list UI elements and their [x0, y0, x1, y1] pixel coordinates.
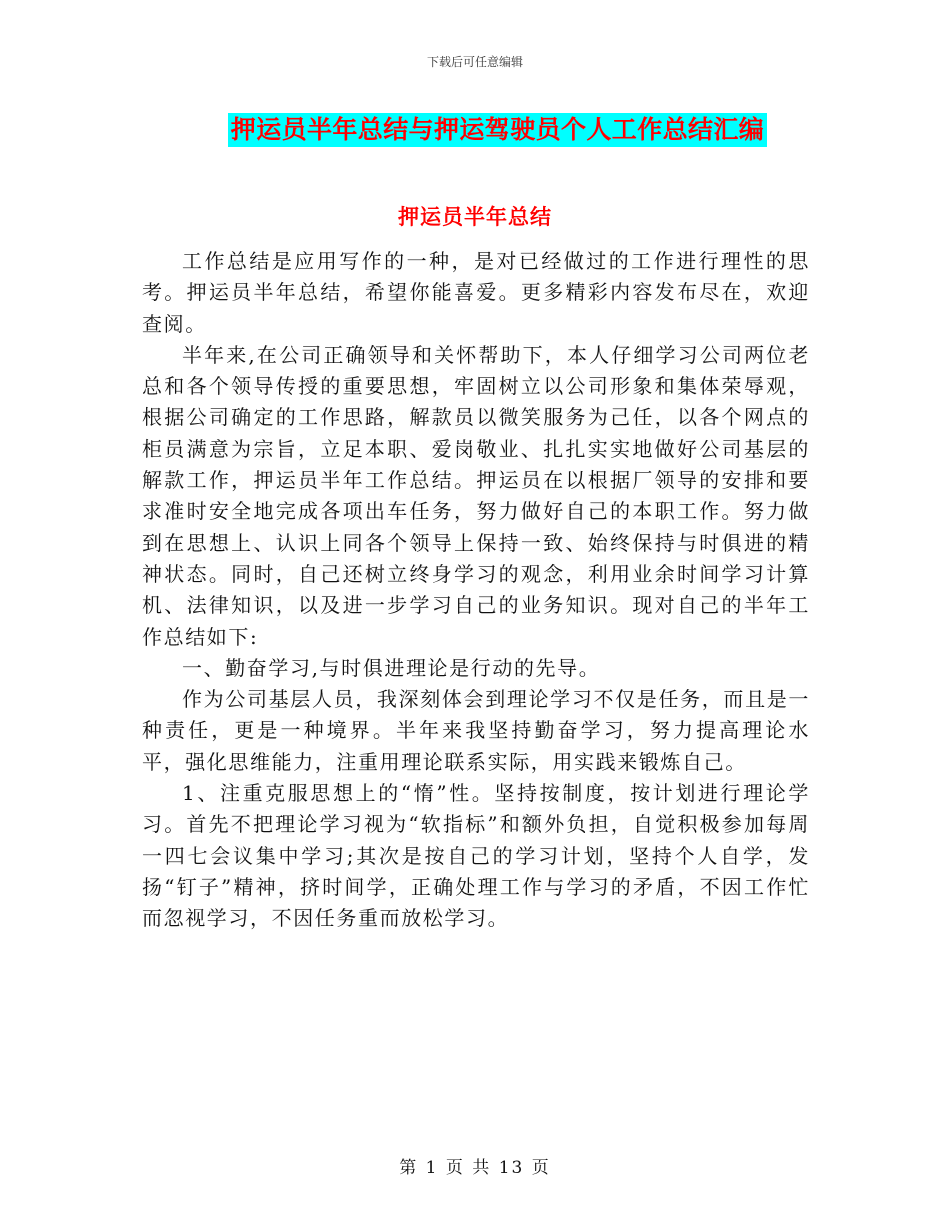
document-body — [142, 246, 810, 935]
paragraph-study-point-1: 1、注重克服思想上的“惰”性。坚持按制度，按计划进行理论学习。首先不把理论学习视为“软指标”和额外负担，自觉积极参加每周一四七会议集中学习;其次是按自己的学习计划，坚持个人自学，发扬“钉子”精神，挤时间学，正确处理工作与学习的矛盾，不因工作忙而忽视学习，不因任务重而放松学习。 — [142, 781, 810, 931]
page-footer: 第 1 页 共 13 页 — [399, 1158, 551, 1178]
paragraph-overview: 半年来,在公司正确领导和关怀帮助下，本人仔细学习公司两位老总和各个领导传授的重要思想，牢固树立以公司形象和集体荣辱观，根据公司确定的工作思路，解款员以微笑服务为己任，以各个网点的柜员满意为宗旨，立足本职、爱岗敬业、扎扎实实地做好公司基层的解款工作，押运员半年工作总结。押运员在以根据厂领导的安排和要求准时安全地完成各项出车任务，努力做好自己的本职工作。努力做到在思想上、认识上同各个领导上保持一致、始终保持与时俱进的精神状态。同时，自己还树立终身学习的观念，利用业余时间学习计算机、法律知识，以及进一步学习自己的业务知识。现对自己的半年工作总结如下: — [142, 342, 810, 649]
document-title: 押运员半年总结与押运驾驶员个人工作总结汇编 — [228, 113, 767, 147]
header-note: 下载后可任意编辑 — [426, 55, 523, 69]
document-title-container — [0, 113, 950, 147]
paragraph-intro: 工作总结是应用写作的一种，是对已经做过的工作进行理性的思考。押运员半年总结，希望你能喜爱。更多精彩内容发布尽在，欢迎查阅。 — [142, 249, 810, 336]
section-title: 押运员半年总结 — [398, 205, 552, 229]
paragraph-study-responsibility: 作为公司基层人员，我深刻体会到理论学习不仅是任务，而且是一种责任，更是一种境界。半年来我坚持勤奋学习，努力提高理论水平，强化思维能力，注重用理论联系实际，用实践来锻炼自己。 — [142, 687, 810, 774]
paragraph-heading-study: 一、勤奋学习,与时俱进理论是行动的先导。 — [182, 655, 601, 680]
